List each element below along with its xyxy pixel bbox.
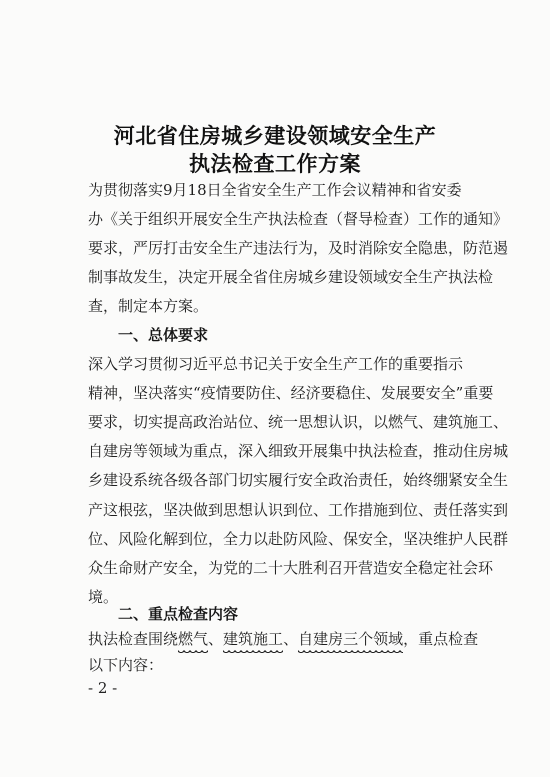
section-1-line-5: 乡建设系统各级各部门切实履行安全政治责任，始终绷紧安全生: [88, 471, 509, 489]
section-1-line-2: 精神，坚决落实“疫情要防住、经济要稳住、发展要安全”重要: [88, 384, 494, 402]
section-1-line-8: 众生命财产安全，为党的二十大胜利召开营造安全稳定社会环: [88, 559, 494, 577]
section-2-line-2: 以下内容：: [88, 656, 164, 674]
section-1-line-6: 产这根弦，坚决做到思想认识到位、工作措施到位、责任落实到: [88, 501, 509, 519]
section-1-line-4: 自建房等领域为重点，深入细致开展集中执法检查，推动住房城: [88, 442, 509, 460]
section-2-line-1-prefix: 执法检查围绕: [88, 630, 179, 648]
intro-line-5: 查，制定本方案。: [88, 297, 209, 315]
section-1-line-1: 深入学习贯彻习近平总书记关于安全生产工作的重要指示: [88, 355, 464, 373]
separator-1: 、: [208, 630, 224, 648]
intro-line-4: 制事故发生，决定开展全省住房城乡建设领域安全生产执法检: [88, 268, 494, 286]
intro-line-2: 办《关于组织开展安全生产执法检查（督导检查）工作的通知》: [88, 210, 509, 228]
document-title-line-2: 执法检查工作方案: [189, 152, 361, 176]
underlined-construction: 建筑施工: [223, 630, 284, 648]
section-1-line-7: 位、风险化解到位，全力以赴防风险、保安全，坚决维护人民群: [88, 530, 509, 548]
intro-line-1: 为贯彻落实9月18日全省安全生产工作会议精神和省安委: [88, 181, 462, 199]
separator-2: 、: [283, 630, 299, 648]
underlined-gas: 燃气: [178, 630, 209, 648]
document-title-line-1: 河北省住房城乡建设领域安全生产: [113, 124, 437, 148]
intro-line-3: 要求，严厉打击安全生产违法行为，及时消除安全隐患，防范遏: [88, 239, 509, 257]
underlined-self-built-housing: 自建房三个领域: [298, 630, 404, 648]
section-1-heading: 一、总体要求: [118, 326, 209, 344]
section-1-line-9: 境。: [88, 588, 119, 606]
section-1-line-3: 要求，切实提高政治站位、统一思想认识，以燃气、建筑施工、: [88, 413, 509, 431]
section-2-line-1: [88, 629, 478, 649]
section-2-line-1-suffix: ，重点检查: [403, 630, 479, 648]
section-2-heading: 二、重点检查内容: [118, 605, 239, 623]
page-number: - 2 -: [88, 679, 118, 697]
